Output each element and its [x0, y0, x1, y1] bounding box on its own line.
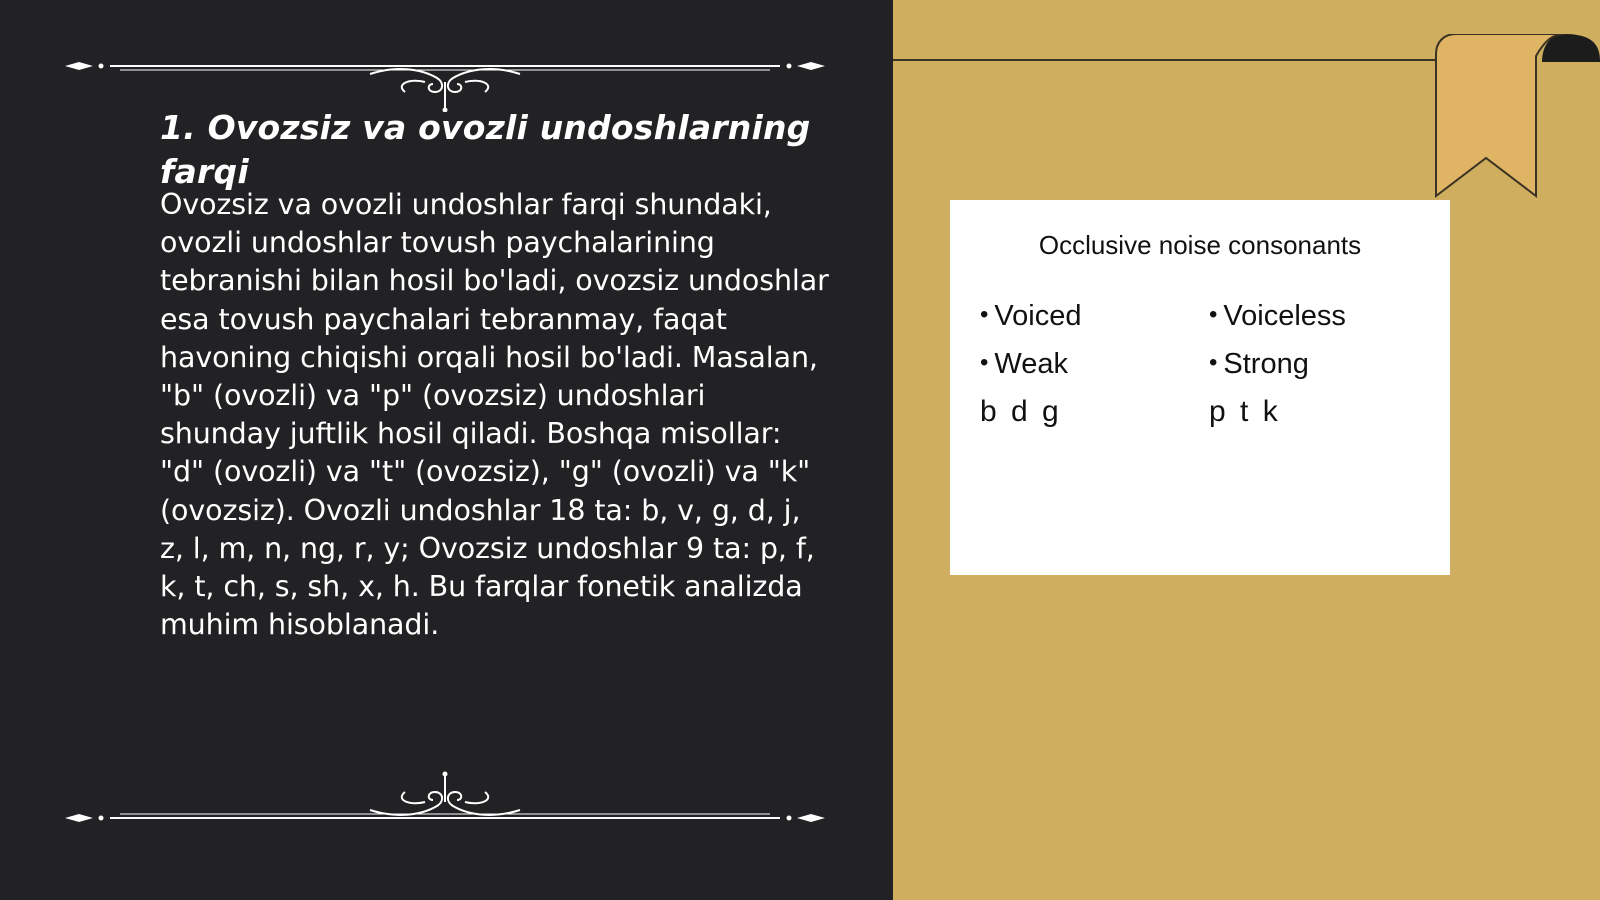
- ornament-divider-bottom: [65, 770, 825, 830]
- item-label: Voiceless: [1223, 300, 1346, 332]
- body-paragraph: Ovozsiz va ovozli undoshlar farqi shundaki, ovozli undoshlar tovush paychalarining tebranishi bilan hosil bo'ladi, ovozsiz undoshlar esa tovush paychalari tebranmay, faqat havoning chiqishi orqali hosil bo'ladi. Masalan, "b" (ovozli) va "p" (ovozsiz) undoshlari shunday juftlik hosil qiladi. Boshqa misollar: "d" (ovozli) va "t" (ovozsiz), "g" (ovozli) va "k" (ovozsiz). Ovozli undoshlar 18 ta: b, v, g, d, j, z, l, m, n, ng, r, y; Ovozsiz undoshlar 9 ta: p, f, k, t, ch, s, sh, x, h. Bu farqlar fonetik analizda muhim hisoblanadi.: [160, 188, 829, 642]
- voiced-column: [980, 292, 1200, 436]
- item-label: Voiced: [994, 300, 1082, 332]
- list-item: [980, 340, 1200, 388]
- bullet-icon: •: [980, 301, 989, 328]
- bullet-icon: •: [1209, 349, 1218, 376]
- list-item: [1209, 340, 1429, 388]
- voiceless-column: [1209, 292, 1429, 436]
- voiced-letters: b d g: [980, 395, 1059, 428]
- bookmark-ribbon-icon: [1434, 34, 1600, 200]
- list-item: [980, 292, 1200, 340]
- bullet-icon: •: [1209, 301, 1218, 328]
- list-item: [1209, 292, 1429, 340]
- item-label: Weak: [994, 348, 1069, 380]
- card-title: Occlusive noise consonants: [1038, 230, 1362, 260]
- bullet-icon: •: [980, 349, 989, 376]
- item-label: Strong: [1223, 348, 1309, 380]
- consonants-card: [950, 200, 1450, 575]
- top-rule: [893, 59, 1441, 61]
- voiceless-letters: p t k: [1209, 395, 1278, 428]
- slide-title: 1. Ovozsiz va ovozli undoshlarning farqi: [160, 108, 811, 191]
- ornament-divider-top: [65, 52, 825, 112]
